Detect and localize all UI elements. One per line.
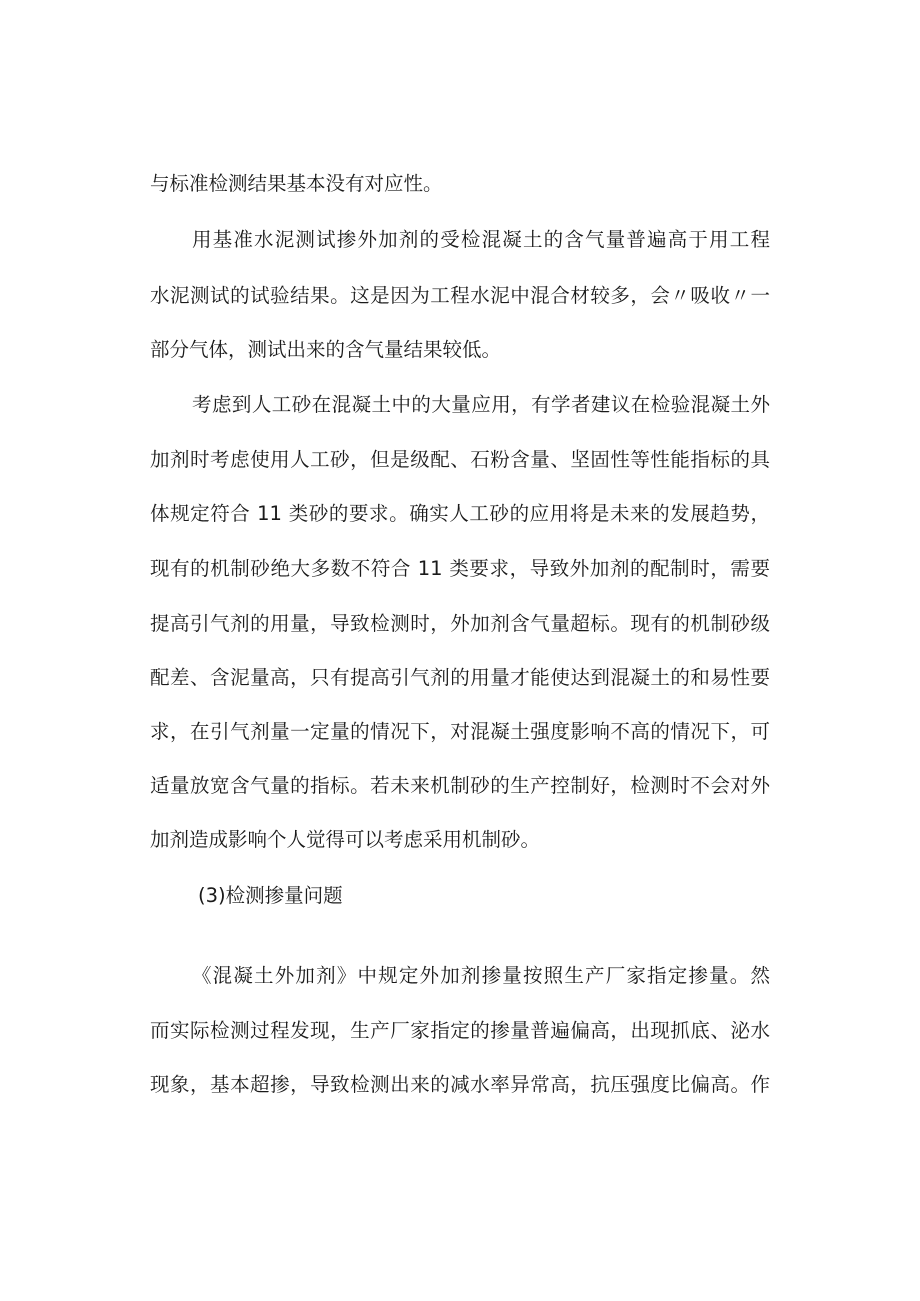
paragraph-line: 与标准检测结果基本没有对应性。 (150, 172, 443, 195)
paragraph-line: 用基准水泥测试掺外加剂的受检混凝土的含气量普遍高于用工程 (192, 228, 770, 251)
paragraph-line: 《混凝土外加剂》中规定外加剂掺量按照生产厂家指定掺量。然 (192, 964, 770, 987)
paragraph-line: 适量放宽含气量的指标。若未来机制砂的生产控制好，检测时不会对外 (150, 774, 770, 797)
paragraph-line: 加剂造成影响个人觉得可以考虑采用机制砂。 (150, 828, 541, 851)
paragraph-line: 提高引气剂的用量，导致检测时，外加剂含气量超标。现有的机制砂级 (150, 612, 770, 635)
paragraph-line: 现有的机制砂绝大多数不符合 11 类要求，导致外加剂的配制时，需要 (150, 557, 770, 580)
paragraph-line: 部分气体，测试出来的含气量结果较低。 (150, 338, 502, 361)
paragraph-line: 求，在引气剂量一定量的情况下，对混凝土强度影响不高的情况下，可 (150, 720, 770, 743)
paragraph-line: 而实际检测过程发现，生产厂家指定的掺量普遍偏高，出现抓底、泌水 (150, 1019, 770, 1042)
paragraph-line: 体规定符合 11 类砂的要求。确实人工砂的应用将是未来的发展趋势， (150, 502, 770, 525)
section-heading: (3)检测掺量问题 (198, 884, 343, 907)
paragraph-line: 配差、含泥量高，只有提高引气剂的用量才能使达到混凝土的和易性要 (150, 666, 770, 689)
paragraph-line: 现象，基本超掺，导致检测出来的减水率异常高，抗压强度比偏高。作 (150, 1073, 770, 1096)
paragraph-line: 水泥测试的试验结果。这是因为工程水泥中混合材较多，会〃吸收〃一 (150, 284, 770, 307)
paragraph-line: 加剂时考虑使用人工砂，但是级配、石粉含量、坚固性等性能指标的具 (150, 448, 770, 471)
paragraph-line: 考虑到人工砂在混凝土中的大量应用，有学者建议在检验混凝土外 (192, 393, 770, 416)
